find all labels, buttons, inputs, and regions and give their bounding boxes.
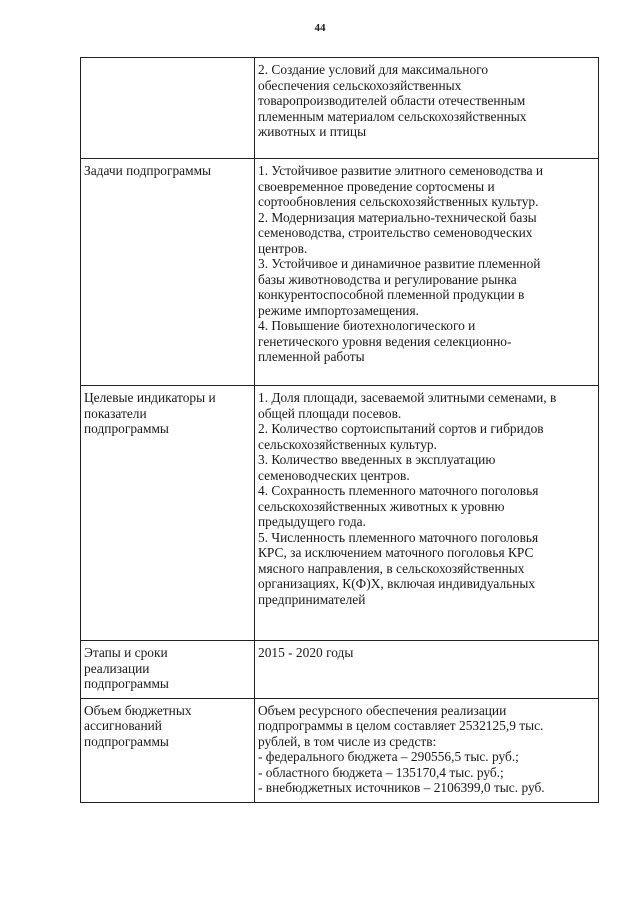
row-value-cell [255, 698, 599, 802]
page-number: 44 [314, 22, 326, 34]
label-line: подпрограммы [84, 676, 169, 691]
value-line: предпринимателей [258, 591, 366, 607]
row-label-cell [81, 641, 255, 699]
label-line: реализации [84, 660, 150, 676]
value-line: рублей, в том числе из средств: [258, 733, 437, 749]
value-line: сортообновления сельскохозяйственных культур. [258, 194, 539, 209]
value-line: 2015 - 2020 годы [258, 645, 354, 660]
value-line: организациях, К(Ф)Х, включая индивидуальных [258, 576, 536, 591]
value-line: базы животноводства и регулирование рынка [258, 271, 517, 287]
value-line: предыдущего года. [258, 514, 366, 529]
value-line: сельскохозяйственных животных к уровню [258, 498, 505, 514]
value-line: КРС, за исключением маточного поголовья КРС [258, 545, 534, 560]
label-line: Целевые индикаторы и [84, 390, 216, 405]
value-line: 4. Повышение биотехнологического и [258, 318, 476, 333]
label-line: ассигнований [84, 718, 162, 733]
value-line: 2. Количество сортоиспытаний сортов и гибридов [258, 421, 544, 436]
value-line: сельскохозяйственных культур. [258, 436, 437, 452]
value-line: 4. Сохранность племенного маточного поголовья [258, 483, 539, 498]
value-line: животных и птицы [258, 124, 367, 139]
label-line: Задачи подпрограммы [84, 163, 212, 178]
value-line: - федерального бюджета – 290556,5 тыс. руб.; [258, 749, 519, 764]
value-line: обеспечения сельскохозяйственных [258, 77, 462, 93]
value-line: Объем ресурсного обеспечения реализации [258, 702, 507, 718]
subprogram-passport-table [80, 57, 599, 803]
row-label-cell [81, 58, 255, 159]
value-line: 1. Устойчивое развитие элитного семеноводства и [258, 163, 544, 178]
value-line: племенным материалом сельскохозяйственных [258, 108, 527, 124]
value-line: семеноводства, строительство семеноводческих [258, 225, 533, 240]
value-line: 2. Создание условий для максимального [258, 62, 489, 77]
row-tasks [81, 159, 599, 386]
value-line: мясного направления, в сельскохозяйственных [258, 560, 525, 576]
label-line: Объем бюджетных [84, 702, 192, 718]
value-line: 3. Устойчивое и динамичное развитие племенной [258, 256, 541, 271]
value-line: - областного бюджета – 135170,4 тыс. руб.; [258, 764, 504, 780]
value-line: 1. Доля площади, засеваемой элитными семенами, в [258, 390, 557, 405]
value-line: своевременное проведение сортосмены и [258, 178, 495, 194]
value-line: семеноводческих центров. [258, 467, 410, 483]
row-budget [81, 698, 599, 802]
label-line: подпрограммы [84, 733, 169, 749]
row-indicators [81, 386, 599, 641]
label-line: подпрограммы [84, 421, 169, 436]
value-line: режиме импортозамещения. [258, 302, 419, 318]
row-goal-continuation [81, 58, 599, 159]
value-line: 2. Модернизация материально-технической базы [258, 209, 537, 225]
label-line: показатели [84, 405, 147, 421]
row-value-cell [255, 159, 599, 386]
label-line: Этапы и сроки [84, 645, 168, 660]
row-value-cell [255, 641, 599, 699]
value-line: 3. Количество введенных в эксплуатацию [258, 452, 496, 467]
value-line: 5. Численность племенного маточного поголовья [258, 529, 539, 545]
value-line: подпрограммы в целом составляет 2532125,9 тыс. [258, 718, 544, 733]
row-stages [81, 641, 599, 699]
value-line: центров. [258, 240, 308, 256]
value-line: конкурентоспособной племенной продукции в [258, 287, 525, 302]
value-line: - внебюджетных источников – 2106399,0 тыс. руб. [258, 780, 545, 795]
row-label-cell [81, 159, 255, 386]
value-line: общей площади посевов. [258, 405, 402, 421]
row-label-cell [81, 386, 255, 641]
row-value-cell [255, 386, 599, 641]
row-label-cell [81, 698, 255, 802]
row-value-cell [255, 58, 599, 159]
value-line: товаропроизводителей области отечественным [258, 93, 526, 108]
value-line: генетического уровня ведения селекционно- [258, 333, 512, 349]
value-line: племенной работы [258, 349, 365, 364]
